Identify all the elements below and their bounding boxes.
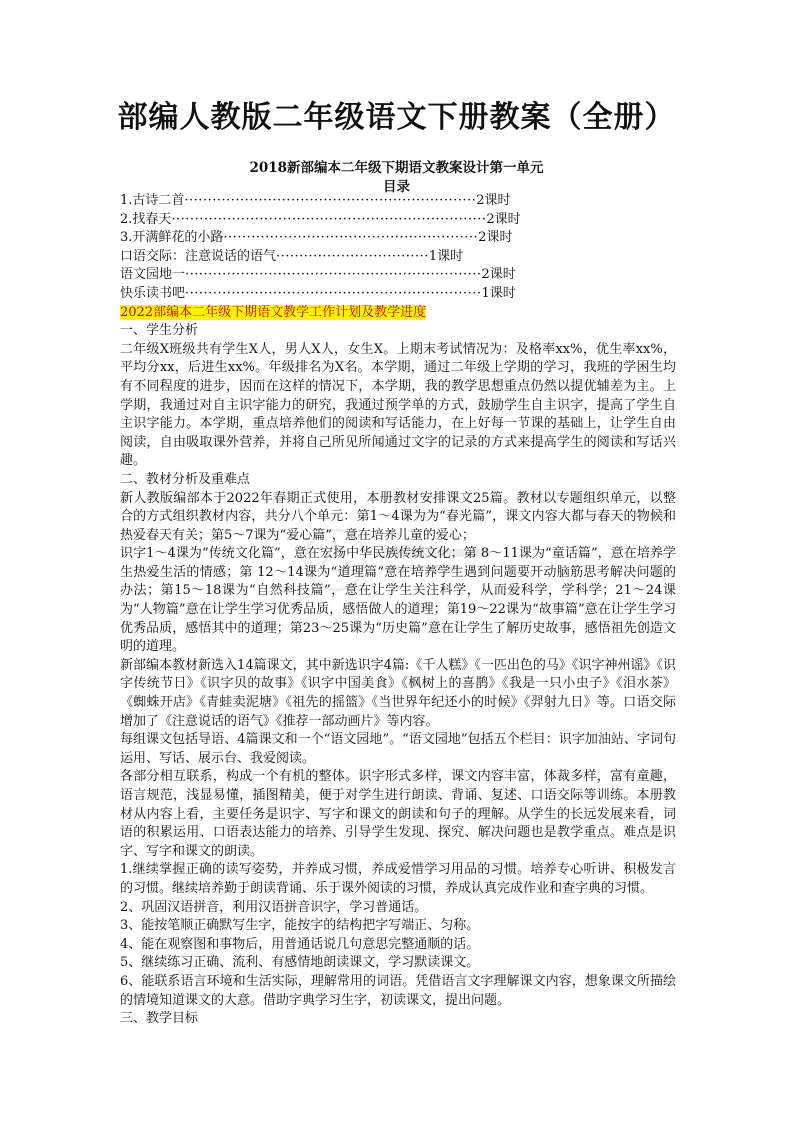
textbook-paragraph: 识字1～4课为“传统文化篇”，意在宏扬中华民族传统文化；第 8～11课为“童话篇”，意在培养学生热爱生活的情感；第 12～14课为“道理篇”意在培养学生遇到问题要开动脑筋思考解决问题的办法；第15～18课为“自然科技篇”，意在让学生关注科学，从而爱科学，学科学；21～24课为“人物篇”意在让学生学习优秀品质，感悟做人的道理；第19～22课为“故事篇”意在让学生学习优秀品质，感悟其中的道理；第23～25课为“历史篇”意在让学生了解历史故事，感悟祖先创造文明的道理。 [120,546,676,655]
document-body [120,192,676,1029]
section-heading-student-analysis: 一、学生分析 [120,323,199,339]
toc-item [120,229,676,248]
goal-item: 1.继续掌握正确的读写姿势，并养成习惯，养成爱惜学习用品的习惯。培养专心听讲、积极发言的习惯。继续培养勤于朗读背诵、乐于课外阅读的习惯，养成认真完成作业和查字典的习惯。 [120,862,676,896]
goal-item: 6、能联系语言环境和生活实际，理解常用的词语。凭借语言文字理解课文内容，想象课文所描绘的情境知道课文的大意。借助字典学习生字，初读课文，提出问题。 [120,973,676,1008]
toc-item-label: 语文园地一 [120,267,186,283]
goal-item: 2、巩固汉语拼音，利用汉语拼音识字，学习普通话。 [120,899,428,915]
toc-heading: 目录 [383,179,410,195]
toc-item-label: 3.开满鲜花的小路 [120,230,224,246]
toc-item-label: 口语交际：注意说话的语气 [120,248,277,264]
toc-item-leader: ································································ [185,285,482,301]
unit-subtitle: 2018新部编本二年级下期语文教案设计第一单元 [249,160,544,176]
toc-item-label: 1.古诗二首 [120,193,185,208]
toc-item [120,266,676,285]
section-heading-textbook-analysis: 二、教材分析及重难点 [120,471,251,487]
textbook-paragraph: 新部编本教材新选入14篇课文，其中新选识字4篇:《千人糕》《一匹出色的马》《识字神州谣》《识字传统节日》《识字贝的故事》《识字中国美食》《枫树上的喜鹊》《我是一只小虫子》《泪水茶》《蜘蛛开店》《青蛙卖泥塘》《祖先的摇篮》《当世界年纪还小的时候》《羿射九日》等。口语交际增加了《注意说话的语气》《推荐一部动画片》等内容。 [120,657,676,729]
goal-item: 4、能在观察图和事物后，用普通话说几句意思完整通顺的话。 [120,936,480,952]
section-heading-teaching-goals: 三、教学目标 [120,1011,199,1027]
goal-item: 5、继续练习正确、流利、有感情地朗读课文，学习默读课文。 [120,955,480,971]
toc-item-leader: ······························································· [184,193,477,208]
table-of-contents [120,192,676,304]
student-analysis-paragraph: 二年级X班级共有学生X人，男人X人，女生X。上期末考试情况为：及格率xx%，优生率xx%，平均分xx，后进生xx%。年级排名为X名。本学期，通过二年级上学期的学习，我班的学困生均有不同程度的进步，因而在这样的情况下，本学期，我的教学思想重点仍然以提优辅差为主。上学期，我通过对自主识字能力的研究，我通过预学单的方式，鼓励学生自主识字，提高了学生自主识字能力。本学期，重点培养他们的阅读和写话能力，在上好每一节课的基础上，让学生自由阅读，自由吸取课外营养，并将自己所见所闻通过文字的记录的方式来提高学生的阅读和写话兴趣。 [120,341,676,469]
goal-item: 3、能按笔顺正确默写生字，能按字的结构把字写端正、匀称。 [120,918,480,934]
textbook-paragraph: 新人教版编部本于2022年春期正式使用，本册教材安排课文25篇。教材以专题组织单元，以整合的方式组织教材内容，共分八个单元：第1～4课为为“春光篇”，课文内容大都与春天的物候和热爱春天有关；第5～7课为“爱心篇”，意在培养儿童的爱心； [120,490,676,543]
toc-item-hours: 1课时 [428,248,464,264]
document-title: 部编人教版二年级语文下册教案（全册） [117,100,676,135]
toc-item-hours: 2课时 [481,267,516,283]
toc-item [120,211,676,230]
toc-item-label: 快乐读书吧 [120,285,186,301]
toc-item-hours: 2课时 [476,193,511,208]
textbook-paragraph: 各部分相互联系，构成一个有机的整体。识字形式多样，课文内容丰富，体裁多样，富有童趣，语言规范，浅显易懂，插图精美，便于对学生进行朗读、背诵、复述、口语交际等训练。本册教材从内容上看，主要任务是识字、写字和课文的朗读和句子的理解。从学生的长远发展来看，词语的积累运用、口语表达能力的培养、引导学生发现、探究、解决问题也是教学重点。难点是识字、写字和课文的朗读。 [120,769,676,859]
toc-item [120,285,676,304]
toc-item-leader: ································································ [185,267,482,283]
toc-item [120,248,676,267]
highlighted-plan-heading: 2022部编本二年级下期语文教学工作计划及教学进度 [120,304,427,320]
textbook-paragraph: 每组课文包括导语、4篇课文和一个“语文园地”。“语文园地”包括五个栏目：识字加油站、字词句运用、写话、展示台、我爱阅读。 [120,732,676,766]
toc-item-label: 2.找春天 [120,211,172,227]
toc-item-hours: 1课时 [481,285,516,301]
toc-item-leader: ································· [276,248,429,264]
toc-item-leader: ······················································· [223,230,479,246]
toc-item-leader: ···································································· [171,211,487,227]
toc-item-hours: 2课时 [486,211,521,227]
toc-item-hours: 2课时 [478,230,513,246]
toc-item [120,192,676,211]
